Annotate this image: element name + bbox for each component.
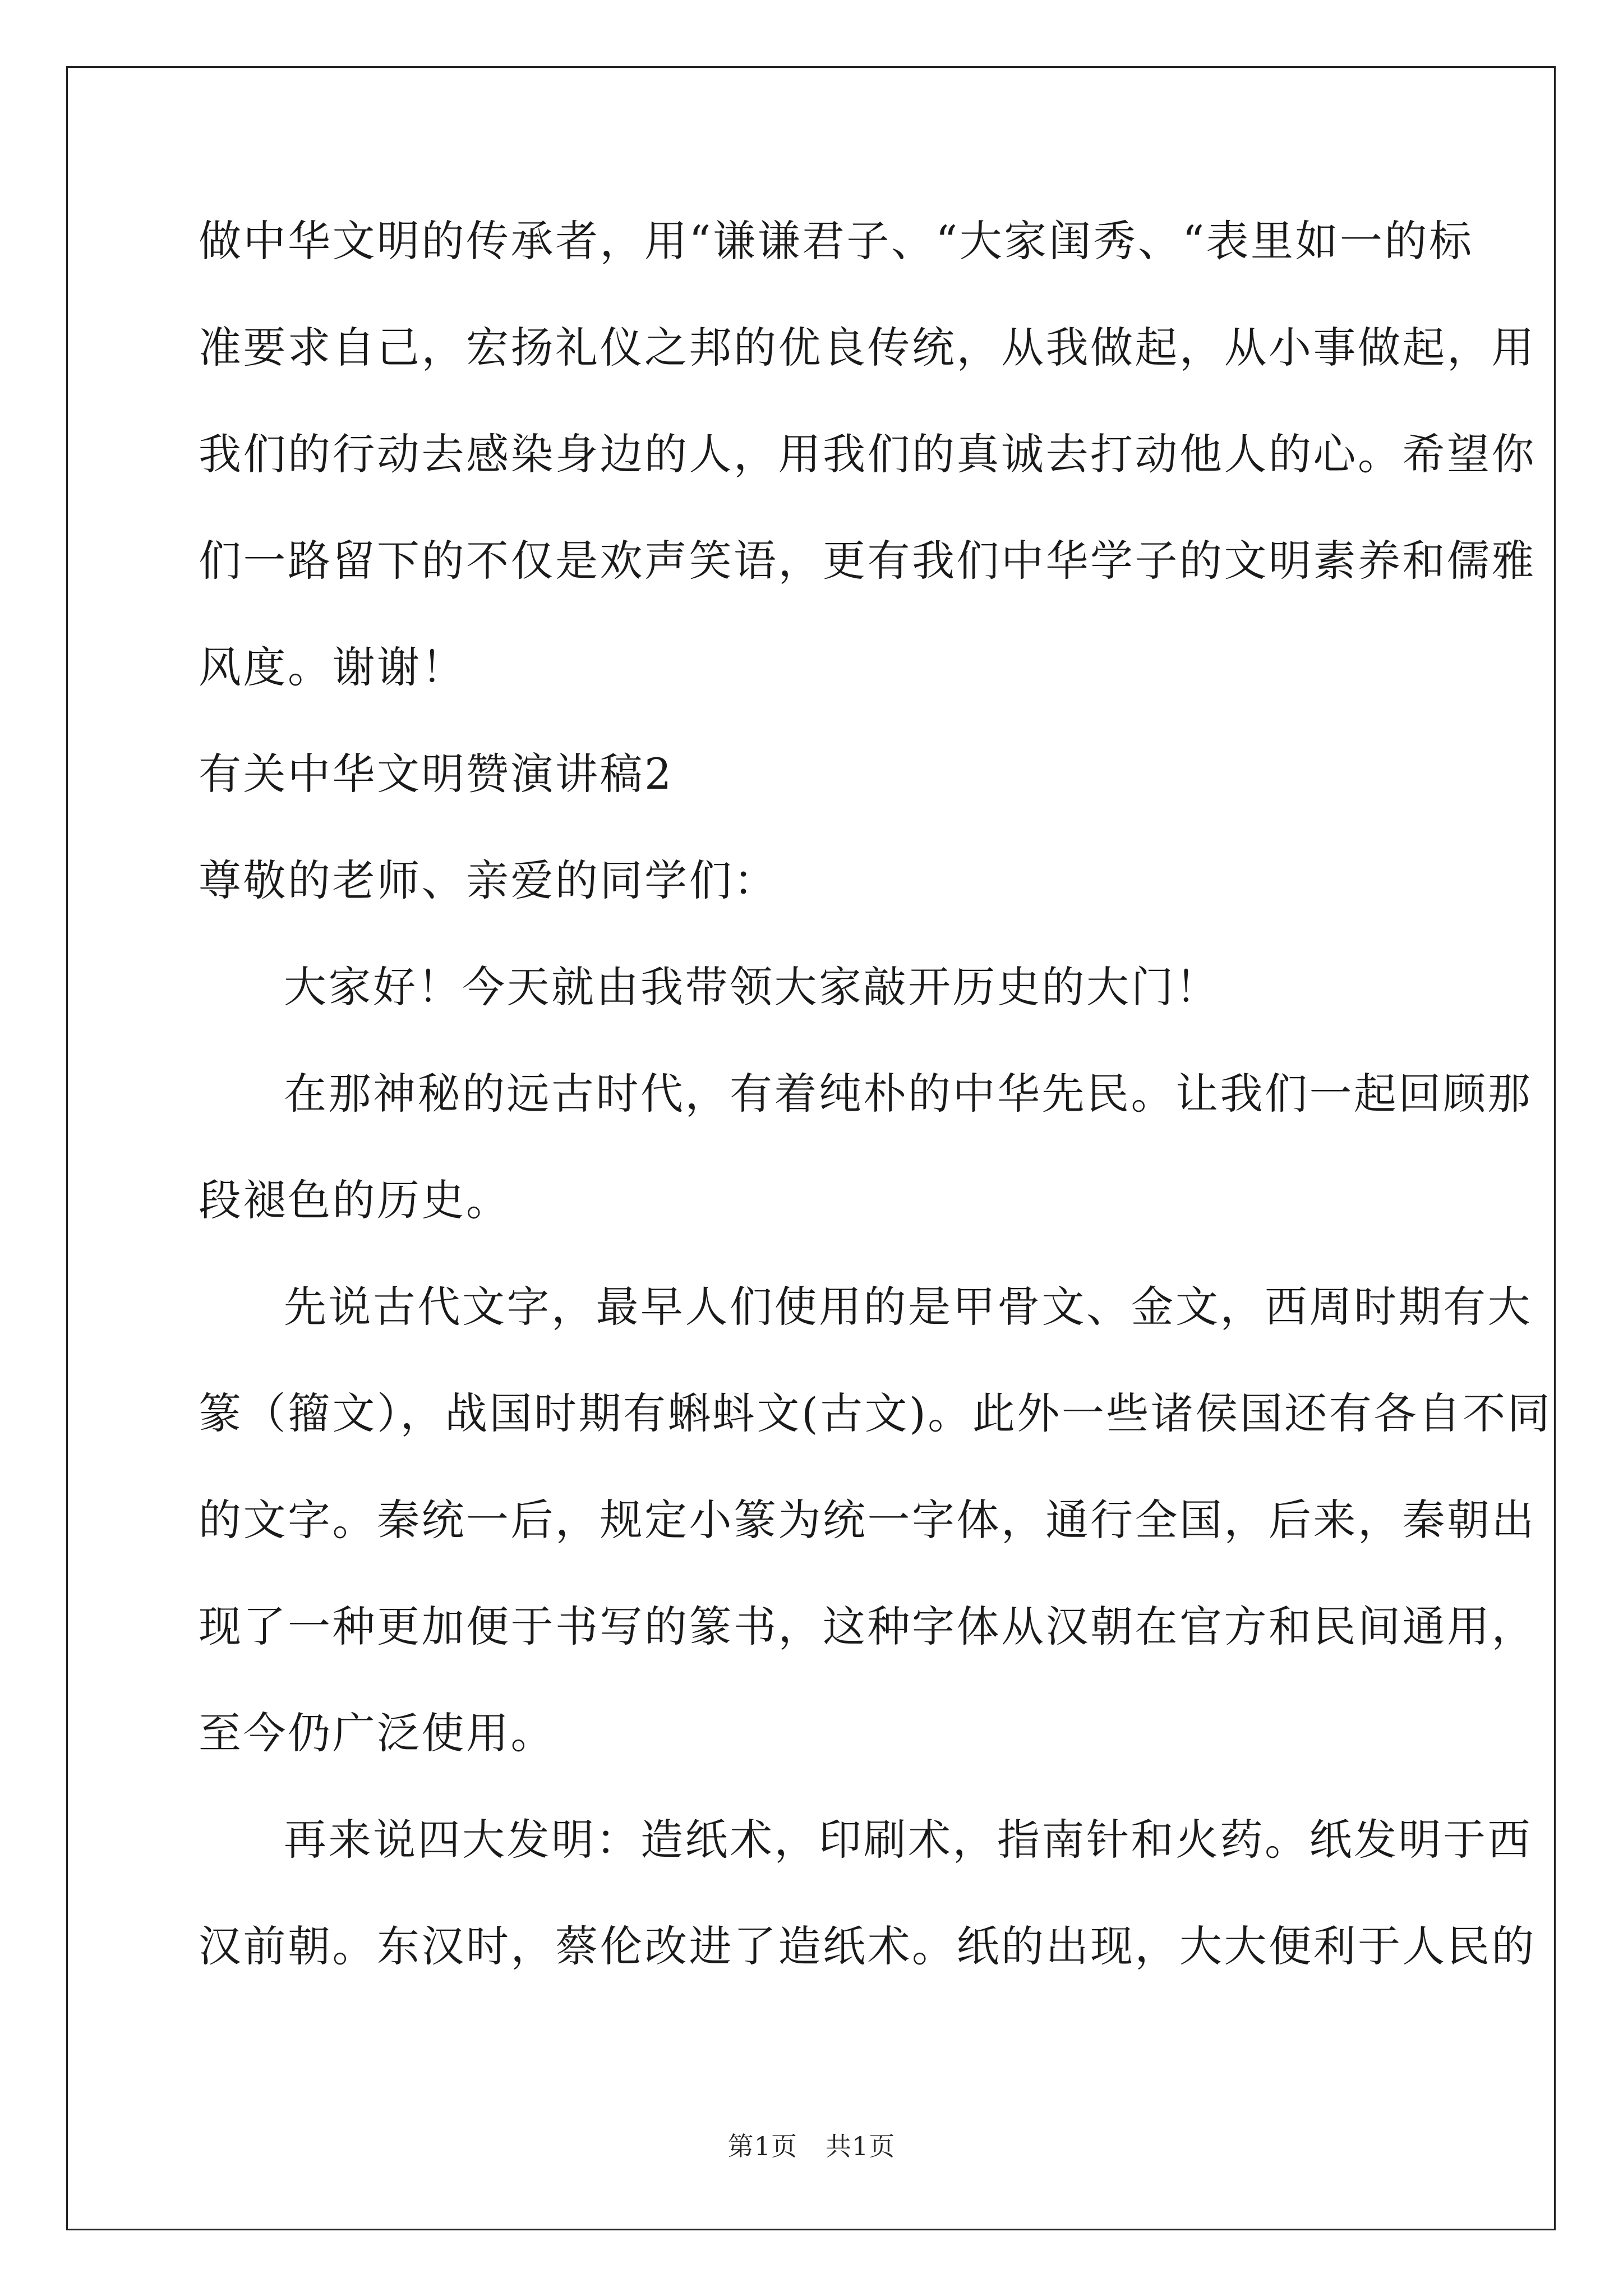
document-body (199, 208, 1552, 2019)
section-title: 有关中华文明赞演讲稿2 (199, 749, 674, 799)
body-line: 现了一种更加便于书写的篆书，这种字体从汉朝在官方和民间通用， (199, 1602, 1536, 1651)
page-footer (0, 2126, 1623, 2163)
body-line: 我们的行动去感染身边的人，用我们的真诚去打动他人的心。希望你 (199, 429, 1536, 479)
body-line: 先说古代文字，最早人们使用的是甲骨文、金文，西周时期有大 (284, 1282, 1532, 1332)
body-line: 大家好！今天就由我带领大家敲开历史的大门！ (284, 962, 1220, 1012)
page-total: 共1页 (826, 2131, 896, 2161)
body-line: 风度。谢谢！ (199, 642, 466, 692)
body-line: 至今仍广泛使用。 (199, 1708, 555, 1758)
salutation: 尊敬的老师、亲爱的同学们： (199, 855, 778, 905)
body-line: 的文字。秦统一后，规定小篆为统一字体，通行全国，后来，秦朝出 (199, 1495, 1536, 1545)
body-line: 再来说四大发明：造纸术，印刷术，指南针和火药。纸发明于西 (284, 1815, 1532, 1865)
page-number: 第1页 (727, 2131, 797, 2161)
body-line: 在那神秘的远古时代，有着纯朴的中华先民。让我们一起回顾那 (284, 1069, 1532, 1119)
body-line: 汉前朝。东汉时，蔡伦改进了造纸术。纸的出现，大大便利于人民的 (199, 1921, 1536, 1971)
body-line: 们一路留下的不仅是欢声笑语，更有我们中华学子的文明素养和儒雅 (199, 536, 1536, 586)
body-line: 准要求自己，宏扬礼仪之邦的优良传统，从我做起，从小事做起，用 (199, 323, 1536, 372)
body-line: 段褪色的历史。 (199, 1175, 511, 1225)
body-line: 做中华文明的传承者，用“谦谦君子、“大家闺秀、“表里如一的标 (199, 216, 1474, 266)
body-line: 篆（籀文），战国时期有蝌蚪文(古文)。此外一些诸侯国还有各自不同 (199, 1388, 1552, 1438)
